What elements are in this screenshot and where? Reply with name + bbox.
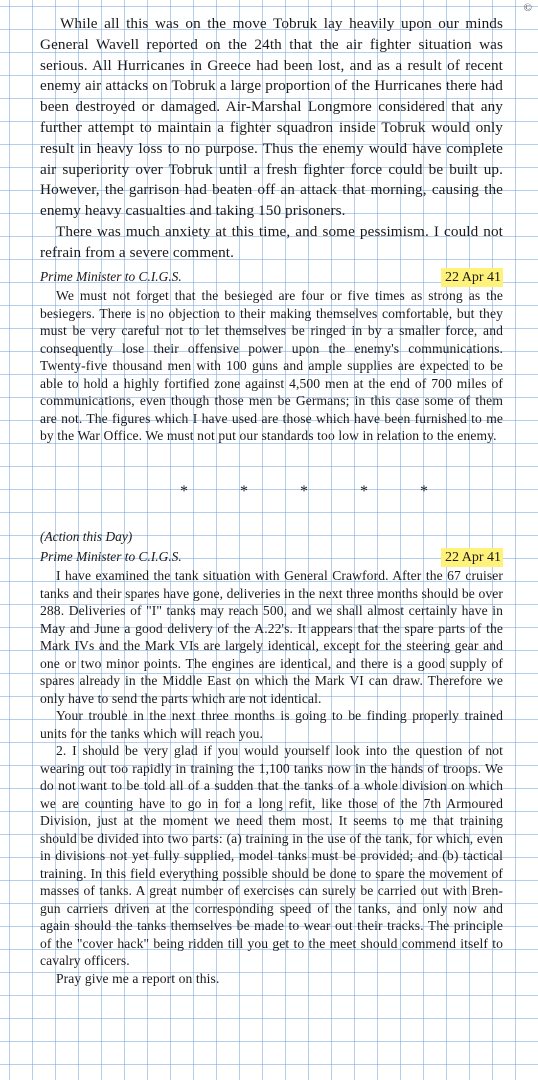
- minute-2-paragraph-4: Pray give me a report on this.: [56, 970, 220, 986]
- narrative-section: [40, 14, 503, 264]
- minute-2-addressee: Prime Minister to C.I.G.S.: [40, 549, 182, 564]
- minute-2-date: 22 Apr 41: [441, 548, 503, 567]
- minute-2-heading: [40, 547, 503, 567]
- minute-2-paragraph-1: I have examined the tank situation with General Crawford. After the 67 cruiser tanks and their spares have gone, deliveries in the next three months should be over 288. Deliveries of "I" tanks may reach 500, and we shall almost certainly have in May and June a good delivery of the A.22's. It appears that the spare parts of the Mark IVs and the Mark VIs are largely identical, except for the steering gear and one or two minor points. The engines are identical, and there is a good supply of spares already in the Middle East on which the Mark VI can draw. Therefore we only have to send the parts which are not identical.: [40, 568, 503, 706]
- minute-1: [40, 265, 503, 445]
- minute-1-addressee: Prime Minister to C.I.G.S.: [40, 269, 182, 284]
- narrative-paragraph-2: There was much anxiety at this time, and some pessimism. I could not refrain from a severe comment.: [40, 222, 503, 261]
- minute-2-action-label: (Action this Day): [40, 529, 133, 544]
- minute-2-paragraph-3: 2. I should be very glad if you would yourself look into the question of not wearing out too rapidly in training the 1,100 tanks now in the hands of troops. We do not want to be told all of a sudden that the tanks of a whole division on which we are counting have to go in for a long refit, like those of the 7th Armoured Division, just at the moment we need them most. It seems to me that training should be divided into two parts: (a) training in the use of the tank, for which, even in divisions not yet fully supplied, model tanks must be provided; and (b) tactical training. In this field everything possible should be done to spare the movement of masses of tanks. A great number of exercises can surely be carried out with Bren-gun carriers driven at the corresponding speed of the tanks, and only now and again should the tanks themselves be made to wear out their tracks. The principle of the "cover hack" being ridden till you get to the meet should commend itself to cavalry officers.: [40, 743, 503, 968]
- minute-1-date: 22 Apr 41: [441, 268, 503, 287]
- minute-2-paragraph-2: Your trouble in the next three months is going to be finding properly trained units for the tanks which will reach you.: [40, 708, 503, 741]
- section-separator: * * * * *: [180, 483, 452, 500]
- corner-mark: ©: [523, 2, 532, 14]
- minute-1-heading: [40, 267, 503, 287]
- minute-2: [40, 528, 503, 987]
- minute-1-paragraph-1: We must not forget that the besieged are four or five times as strong as the besiegers. There is no objection to their making themselves comfortable, but they must be very careful not to let themselves be ringed in by a smaller force, and consequently lose their offensive power upon the enemy's communications. Twenty-five thousand men with 100 guns and ample supplies are expected to be able to hold a highly fortified zone against 4,500 men at the end of 700 miles of communications, even though those men be Germans; in this case some of them are not. The figures which I have used are those which have been furnished to me by the War Office. We must not put our standards too low in relation to the enemy.: [40, 288, 503, 443]
- narrative-paragraph-1: While all this was on the move Tobruk lay heavily upon our minds General Wavell reported on the 24th that the air fighter situation was serious. All Hurricanes in Greece had been lost, and as a result of recent enemy air attacks on Tobruk a large proportion of the Hurricanes there had been destroyed or damaged. Air-Marshal Longmore considered that any further attempt to maintain a fighter squadron inside Tobruk would only result in heavy loss to no purpose. Thus the enemy would have complete air superiority over Tobruk until a fresh fighter force could be built up. However, the garrison had beaten off an attack that morning, causing the enemy heavy casualties and taking 150 prisoners.: [40, 15, 503, 220]
